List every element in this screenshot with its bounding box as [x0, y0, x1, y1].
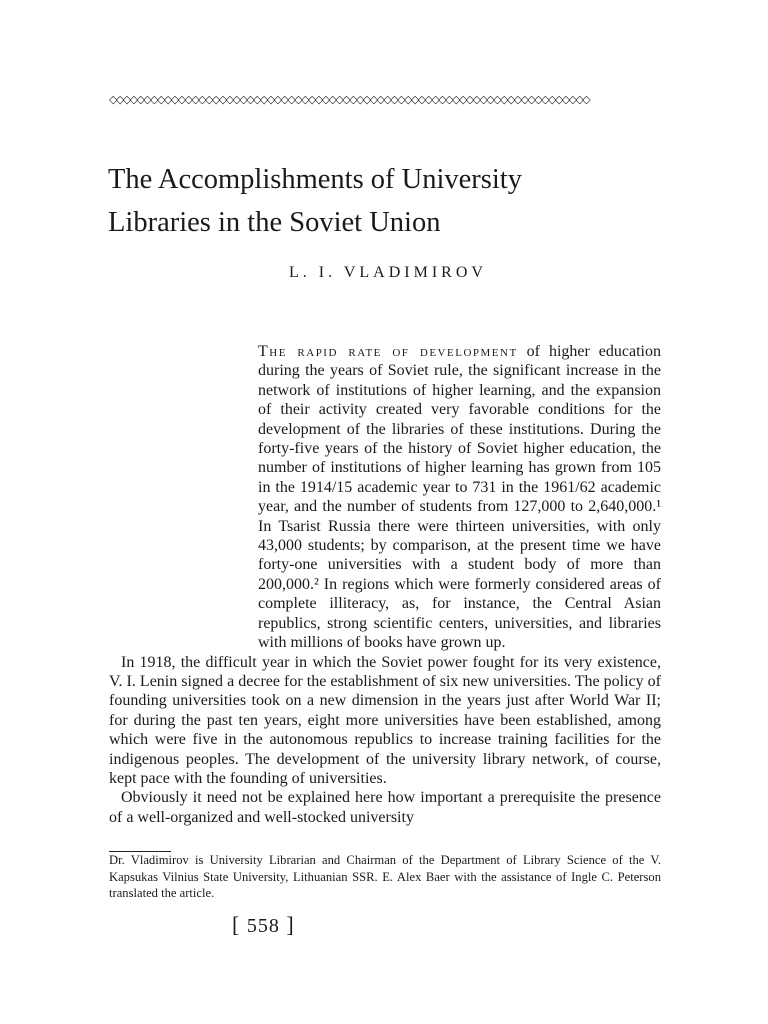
lead-in-small-caps: The rapid rate of development: [258, 343, 518, 360]
paragraph-3: Obviously it need not be explained here how important a prerequisite the presence of a well-organized and well-stocked university: [109, 789, 661, 826]
article-title: [108, 158, 668, 244]
article-body: [109, 342, 661, 827]
page-number-value: 558: [246, 915, 280, 937]
page-number: [ 558 ]: [232, 912, 295, 937]
paragraph-1: [109, 342, 661, 653]
title-line-2: Libraries in the Soviet Union: [108, 207, 441, 238]
title-line-1: The Accomplishments of University: [108, 164, 522, 195]
decorative-ornament-border: ◇◇◇◇◇◇◇◇◇◇◇◇◇◇◇◇◇◇◇◇◇◇◇◇◇◇◇◇◇◇◇◇◇◇◇◇◇◇◇◇◇◇◇◇◇◇◇◇◇◇◇◇◇◇◇◇◇◇◇◇◇◇◇◇◇◇◇◇◇◇: [109, 93, 590, 106]
author-byline: L. I. VLADIMIROV: [289, 264, 487, 281]
paragraph-1-text: of higher education during the years of Soviet rule, the significant increase in the network of institutions of higher learning, and the expansion of their activity created very favorable conditions for the development of the libraries of these institutions. During the forty-five years of the history of Soviet higher education, the number of institutions of higher learning has grown from 105 in the 1914/15 academic year to 731 in the 1961/62 academic year, and the number of students from 127,000 to 2,640,000.¹ In Tsarist Russia there were thirteen universities, with only 43,000 students; by comparison, at the present time we have forty-one universities with a student body of more than 200,000.² In regions which were formerly considered areas of complete illiteracy, as, for instance, the Central Asian republics, strong scientific centers, universities, and libraries with millions of books have grown up.: [258, 343, 661, 652]
paragraph-2: In 1918, the difficult year in which the Soviet power fought for its very existence, V. I. Lenin signed a decree for the establishment of six new universities. The policy of founding universities took on a new dimension in the years just after World War II; for during the past ten years, eight more universities have been established, among which were five in the autonomous republics to increase training facilities for the indigenous peoples. The development of the university library network, of course, kept pace with the founding of universities.: [109, 653, 661, 787]
author-footnote: Dr. Vladimirov is University Librarian and Chairman of the Department of Library Science of the V. Kapsukas Vilnius State University, Lithuanian SSR. E. Alex Baer with the assistance of Ingle C. Peterson translated the article.: [109, 853, 661, 900]
